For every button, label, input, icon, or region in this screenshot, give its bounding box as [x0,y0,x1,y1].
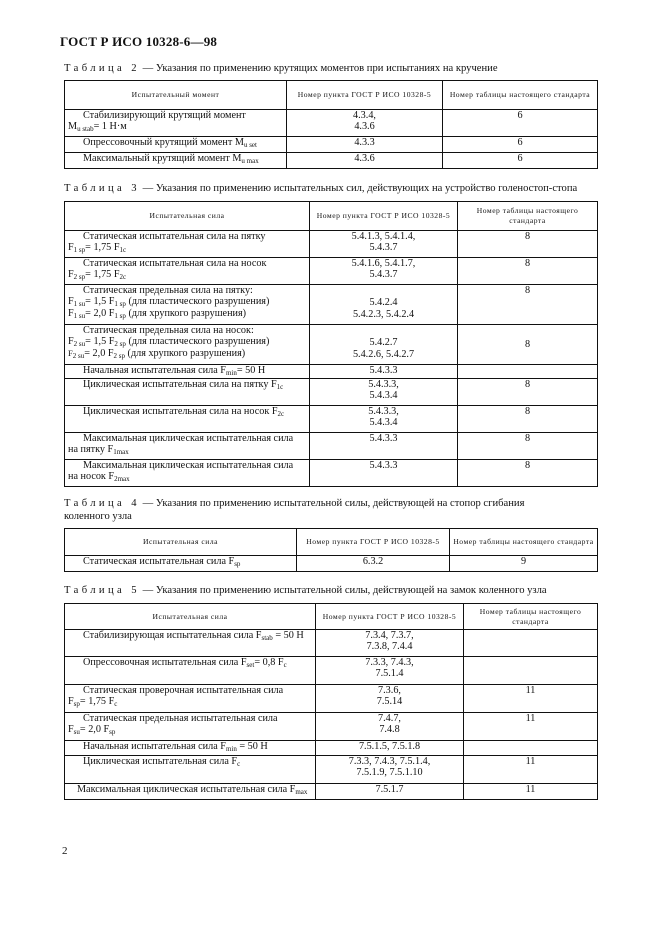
table4 [64,528,598,572]
table5 [64,603,598,800]
table-row: Стабилизирующая испытательная сила $F_{stab} = 50$ Н 7.3.4, 7.3.7, 7.3.8, 7.4.4 [65,630,598,657]
table2-row3-table: 6 [443,153,598,169]
table-row: Статическая испытательная сила $F_{sp}$ 6.3.2 9 [65,556,598,572]
table5-header-clause: Номер пункта ГОСТ Р ИСО 10328-5 [316,604,464,630]
table3-caption [64,182,604,195]
table5-header-table: Номер таблицы настоящего стандарта [464,604,598,630]
table-row: Циклическая испытательная сила $F_c$ 7.3.3, 7.4.3, 7.5.1.4, 7.5.1.9, 7.5.1.10 11 [65,756,598,784]
table2-header-clause: Номер пункта ГОСТ Р ИСО 10328-5 [287,81,443,110]
table-row: Статическая предельная испытательная сила $F_{su}= 2,0$ $F_{sp}$ 7.4.7, 7.4.8 11 [65,713,598,741]
table-row: Максимальная циклическая испытательная сила на пятку $F_{1max}$ 5.4.3.3 8 [65,433,598,460]
table5-caption [64,584,597,597]
table-row: Статическая испытательная сила на носок $F_{2 sp}= 1,75$ $F_{2c}$ 5.4.1.6, 5.4.1.7, 5.4.3.7 8 [65,258,598,285]
table2-caption [64,62,597,75]
table-row: Статическая испытательная сила на пятку $F_{1 sp}= 1,75$ $F_{1c}$ 5.4.1.3, 5.4.1.4, 5.4.3.7 8 [65,231,598,258]
table-row: Максимальная циклическая испытательная сила на носок $F_{2max}$ 5.4.3.3 8 [65,460,598,487]
table2-row2-table: 6 [443,137,598,153]
table2-caption-text: — Указания по применению крутящих моментов при испытаниях на кручение [139,63,498,74]
table2-row3-name: Максимальный крутящий момент $M_{u max}$ [65,153,287,169]
table-row: Циклическая испытательная сила на носок $F_{2c}$ 5.4.3.3, 5.4.3.4 8 [65,406,598,433]
table4-caption-text: — Указания по применению испытательной силы, действующей на стопор сгибания [139,498,525,509]
table3-caption-label: Таблица 3 [64,183,140,194]
table-row: Статическая проверочная испытательная сила $F_{sp}= 1,75$ $F_c$ 7.3.6, 7.5.14 11 [65,685,598,713]
table2-caption-label: Таблица 2 [64,63,140,74]
document-header: ГОСТ Р ИСО 10328-6—98 [60,34,218,49]
table-row: Начальная испытательная сила $F_{min} = 50$ Н 7.5.1.5, 7.5.1.8 [65,741,598,756]
table4-header-table: Номер таблицы настоящего стандарта [450,529,598,556]
table5-caption-label: Таблица 5 [64,585,140,596]
table-row [65,110,598,137]
table2-row2-name: Опрессовочный крутящий момент $M_{u set}$ [65,137,287,153]
table2-row1-clause: 4.3.4, 4.3.6 [287,110,443,137]
table4-caption [64,497,597,523]
table2-row1-table: 6 [443,110,598,137]
table3-header-table: Номер таблицы настоящего стандарта [458,202,598,231]
table5-caption-text: — Указания по применению испытательной силы, действующей на замок коленного узла [139,585,547,596]
table-row: Опрессовочная испытательная сила $F_{set}= 0,8$ $F_c$ 7.3.3, 7.4.3, 7.5.1.4 [65,657,598,685]
table-row: Статическая предельная сила на пятку: $F_{1 su}= 1,5$ $F_{1 sp}$ (для пластического разрушения) $F_{1 su}= 2,0$ $F_{1 sp}$ (для хрупкого разрушения) 5.4.2.4 5.4.2.3, 5.4.2.4 8 [65,285,598,325]
table3-header-clause: Номер пункта ГОСТ Р ИСО 10328-5 [310,202,458,231]
table2-row2-clause: 4.3.3 [287,137,443,153]
table2-header-table: Номер таблицы настоящего стандарта [443,81,598,110]
table3 [64,201,598,487]
table4-header-clause: Номер пункта ГОСТ Р ИСО 10328-5 [297,529,450,556]
table2 [64,80,598,169]
table-row: Статическая предельная сила на носок: $F_{2 su}= 1,5$ $F_{2 sp}$ (для пластического разрушения) $F_{2 su}= 2,0$ $F_{2 sp}$ (для хрупкого разрушения) 5.4.2.7 5.4.2.6, 5.4.2.7 8 [65,325,598,365]
table-row [65,153,598,169]
table-row [65,137,598,153]
table3-caption-text: — Указания по применению испытательных сил, действующих на устройство голеностоп-стопа [139,183,578,194]
table-row: Максимальная циклическая испытательная сила $F_{max}$ 7.5.1.7 11 [65,784,598,800]
table2-row1-name: Стабилизирующий крутящий момент $M_{u stab}= 1$ Н·м [65,110,287,137]
table4-caption-line2: коленного узла [64,511,132,522]
table-row: Циклическая испытательная сила на пятку $F_{1c}$ 5.4.3.3, 5.4.3.4 8 [65,379,598,406]
table4-caption-label: Таблица 4 [64,498,140,509]
table4-header-force: Испытательная сила [65,529,297,556]
table2-header-force: Испытательный момент [65,81,287,110]
table5-header-force: Испытательная сила [65,604,316,630]
table2-row3-clause: 4.3.6 [287,153,443,169]
table3-header-force: Испытательная сила [65,202,310,231]
table-row: Начальная испытательная сила $F_{min}= 50$ Н 5.4.3.3 [65,365,598,379]
page-number: 2 [62,845,68,857]
